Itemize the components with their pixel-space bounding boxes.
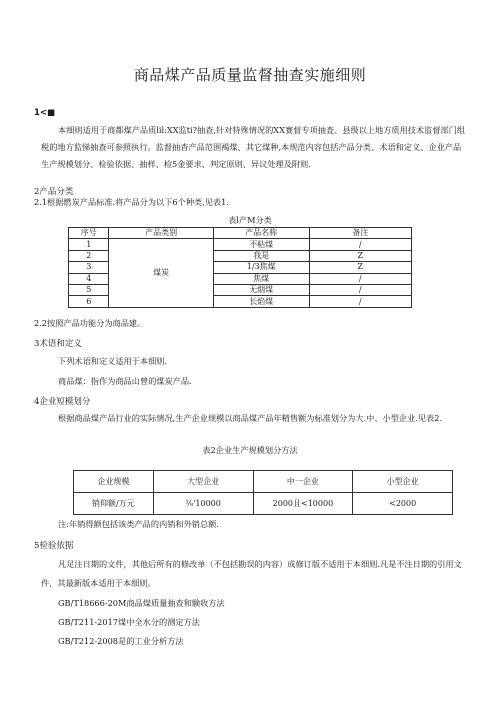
table-cell: 6	[69, 296, 109, 307]
table-cell: <2000	[353, 493, 453, 515]
table-2-header-row	[74, 471, 453, 493]
section-3-heading: 3术语和定义	[34, 339, 82, 349]
section-1-paragraph: 本细则适用于商都煤产品质lil:XX监ti?抽查,针对特殊情况的XX赛督专项抽査、县级以上地方质用技术监督部门组税的地方监悌抽查可参照执行。监督抽杳产品范围褐煤、其它煤种,本规范内容包括产品分类、术语和定义、企业产品生产规模划分、检验依据、抽样、检5金要求、判定原则、异议处理及附则.	[41, 125, 466, 169]
table-2	[73, 470, 453, 515]
table-cell: Z	[309, 262, 411, 273]
table-1-header: 产品类别	[109, 228, 213, 239]
table-cell: 5	[69, 284, 109, 295]
table-cell: 不粘煤	[213, 239, 309, 250]
table-2-header: 中一企业	[253, 471, 353, 493]
table-cell: Z	[309, 250, 411, 261]
table-cell: /	[309, 239, 411, 250]
table-1-header: 产品名称	[213, 228, 309, 239]
table-row	[74, 493, 453, 515]
table-cell: 我是	[213, 250, 309, 261]
table-1-caption: 表l产M分类	[228, 215, 272, 225]
table-2-header: 小型企业	[353, 471, 453, 493]
section-1-heading: 1<■	[34, 108, 56, 118]
standard-reference: GB/T18666-20M商品煤质量抽查和験收方法	[58, 598, 225, 608]
table-1-header: 备注	[309, 228, 411, 239]
table-row	[69, 239, 412, 250]
table-cell: /	[309, 296, 411, 307]
table-cell: 长焰煤	[213, 296, 309, 307]
table-cell: 4	[69, 273, 109, 284]
table-cell: 焦煤	[213, 273, 309, 284]
table-cell: 1/3焦煤	[213, 262, 309, 273]
section-5-paragraph: 凡足注日期的文件，其他后所有的修改单（不包括勘误的内容）成修订版不适用于本细则.凡是不注日期的引用文件，其最新版本适用于本细则。	[41, 559, 462, 588]
standard-reference: GB/T211-2017煤中全水分的测定方法	[58, 617, 200, 627]
table-cell: 销仰额/万元	[74, 493, 154, 515]
standard-reference: GB/T212-2008是的工业分析方法	[58, 636, 184, 646]
section-3-definition: 商品煤：指作为商品山曾的煤炭产品.	[58, 376, 192, 386]
table-cell: 2000且<10000	[253, 493, 353, 515]
table-1	[68, 227, 412, 308]
section-4-paragraph: 根据商品煤产品行业的实际情况,生产企业规模以商品煤产品年精售额为标准划分为大.中、小型企业.见表2.	[58, 413, 443, 423]
table-2-caption: 表2企业生产规模划分方法	[202, 445, 298, 455]
table-cell: 无烟煤	[213, 284, 309, 295]
table-2-header: 大型企业	[153, 471, 253, 493]
table-2-header: 企业规模	[74, 471, 154, 493]
document-title: 商品煤产品质量监督抽查实施细则	[133, 66, 367, 84]
section-4-heading: 4企业短模划分	[34, 397, 91, 407]
section-3-text: 下列术语和定义适用于本细则.	[58, 356, 168, 366]
table-1-header-row	[69, 228, 412, 239]
table-cell: 3	[69, 262, 109, 273]
section-2-2-text: 2.2按照产品功能分为商品建。	[34, 318, 146, 328]
table-cell: 1	[69, 239, 109, 250]
table-cell: /	[309, 273, 411, 284]
table-2-note: 注:年销得额包括该类产品的内销和外销总额.	[58, 519, 219, 529]
section-2-heading: 2产品分类	[34, 187, 74, 197]
table-cell: /	[309, 284, 411, 295]
table-1-category-cell: 煤炭	[109, 239, 213, 307]
table-cell: ⅛'10000	[153, 493, 253, 515]
section-2-1-text: 2.1根据燃炭产品标准.将产品分为以下6个种类,见表1.	[34, 197, 229, 207]
section-5-heading: 5检验依据	[34, 541, 74, 551]
table-cell: 2	[69, 250, 109, 261]
table-1-header: 序号	[69, 228, 109, 239]
